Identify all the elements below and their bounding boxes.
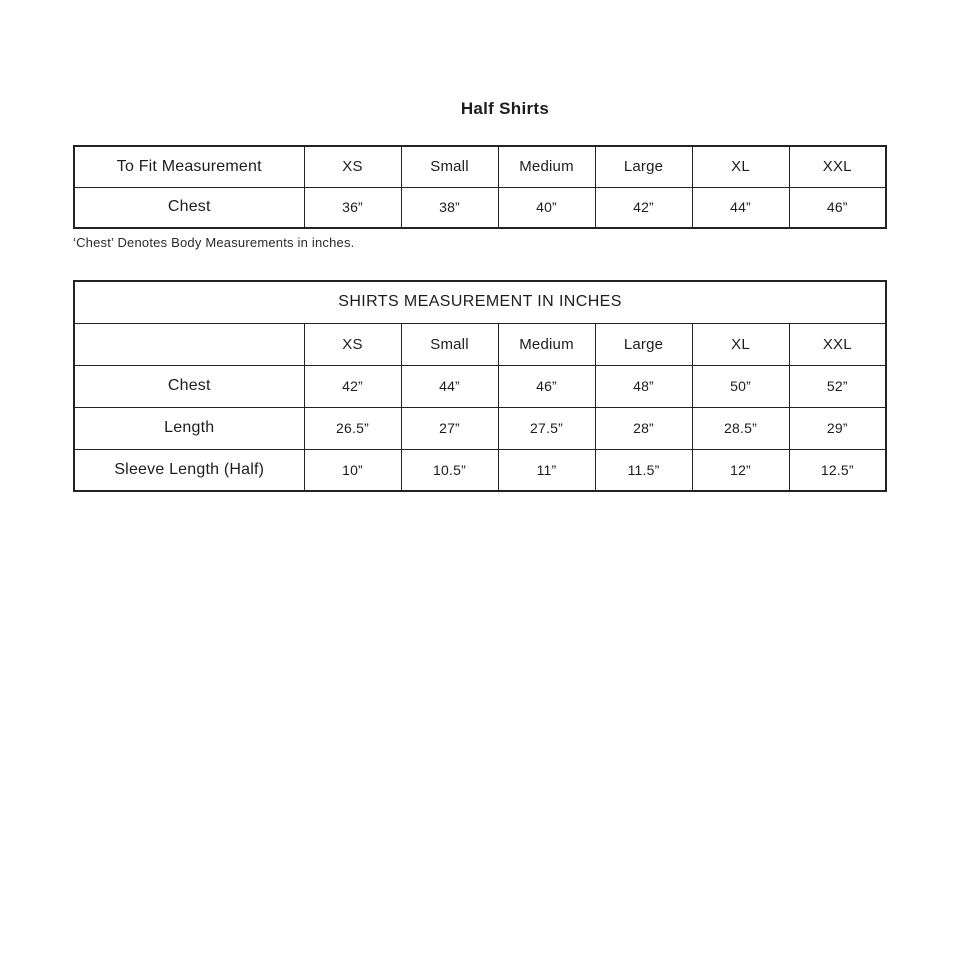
measurement-value: 46” [789,187,886,228]
row-label-sleeve-length: Sleeve Length (Half) [74,449,304,491]
measurement-value: 36” [304,187,401,228]
column-header-medium: Medium [498,323,595,365]
empty-cell [74,323,304,365]
table-title-row [74,281,886,323]
measurement-value: 50” [692,365,789,407]
column-header-large: Large [595,146,692,187]
column-header-xxl: XXL [789,323,886,365]
column-header-xs: XS [304,146,401,187]
page-title-text: Half Shirts [460,99,550,118]
column-header-medium: Medium [498,146,595,187]
shirts-table-title: SHIRTS MEASUREMENT IN INCHES [74,281,886,323]
table-row [74,323,886,365]
measurement-value: 26.5” [304,407,401,449]
column-header-xl: XL [692,146,789,187]
measurement-value: 52” [789,365,886,407]
measurement-value: 40” [498,187,595,228]
measurement-value: 12.5” [789,449,886,491]
row-label-chest: Chest [74,187,304,228]
measurement-value: 10.5” [401,449,498,491]
table-row [74,407,886,449]
column-header-small: Small [401,323,498,365]
row-label-chest: Chest [74,365,304,407]
table-row [74,365,886,407]
column-header-small: Small [401,146,498,187]
column-header-xs: XS [304,323,401,365]
table-row [74,449,886,491]
measurement-value: 42” [304,365,401,407]
chest-footnote: ‘Chest’ Denotes Body Measurements in inches. [73,235,355,250]
measurement-value: 27” [401,407,498,449]
page-title [0,99,960,119]
measurement-value: 44” [401,365,498,407]
measurement-value: 29” [789,407,886,449]
measurement-value: 42” [595,187,692,228]
measurement-value: 28” [595,407,692,449]
column-header-large: Large [595,323,692,365]
table-row [74,187,886,228]
measurement-value: 38” [401,187,498,228]
column-header-xl: XL [692,323,789,365]
table-row [74,146,886,187]
fit-measurement-table [73,145,887,229]
column-header-to-fit: To Fit Measurement [74,146,304,187]
column-header-xxl: XXL [789,146,886,187]
measurement-value: 44” [692,187,789,228]
measurement-value: 10” [304,449,401,491]
row-label-length: Length [74,407,304,449]
shirts-measurement-table [73,280,887,492]
measurement-value: 12” [692,449,789,491]
measurement-value: 48” [595,365,692,407]
measurement-value: 28.5” [692,407,789,449]
measurement-value: 46” [498,365,595,407]
measurement-value: 11” [498,449,595,491]
measurement-value: 11.5” [595,449,692,491]
measurement-value: 27.5” [498,407,595,449]
